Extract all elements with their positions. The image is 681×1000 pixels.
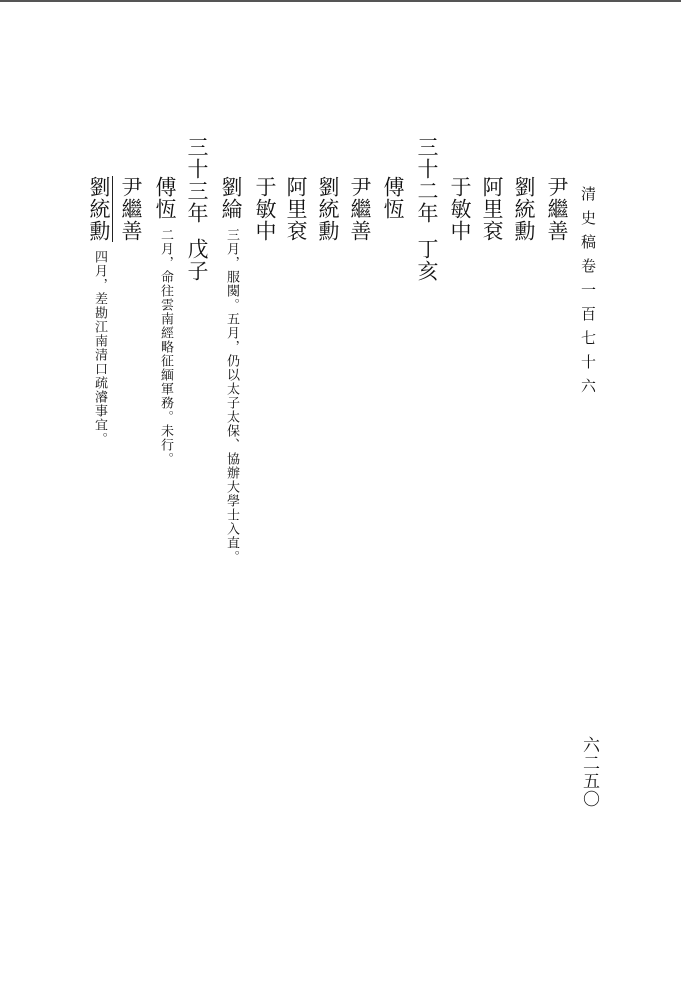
column-3 (481, 176, 502, 242)
entry-text: 三月，服闋。五月，仍以太子太保、協辦大學士入直。 (224, 228, 239, 564)
column-9 (285, 176, 306, 242)
year-label: 三十二年 (415, 136, 439, 224)
year-label: 三十三年 (185, 136, 209, 224)
ganzhi-label: 戊子 (185, 238, 209, 282)
minister-name: 于敏中 (253, 176, 277, 242)
book-title: 清史稿卷一百七十六 (579, 186, 597, 402)
column-11 (220, 176, 241, 564)
minister-name: 傅恆 (153, 176, 177, 220)
minister-name: 尹繼善 (545, 176, 569, 242)
column-10 (254, 176, 275, 242)
column-6 (382, 176, 403, 220)
column-14 (120, 176, 141, 242)
column-2 (513, 176, 534, 242)
column-15 (88, 176, 109, 446)
entry-text: 四月，差勘江南清口疏濬事宜。 (92, 250, 107, 446)
minister-name: 阿里袞 (284, 176, 308, 242)
year-heading-32 (416, 136, 437, 282)
minister-name: 劉統勳 (87, 176, 111, 242)
column-7 (349, 176, 370, 242)
minister-name: 于敏中 (448, 176, 472, 242)
column-8 (317, 176, 338, 242)
column-13 (154, 176, 175, 466)
ganzhi-label: 丁亥 (415, 238, 439, 282)
top-border (0, 0, 681, 2)
entry-text: 二月，命往雲南經略征緬軍務。未行。 (158, 228, 173, 466)
year-heading-33 (186, 136, 207, 282)
minister-name: 傅恆 (381, 176, 405, 220)
minister-name: 劉統勳 (316, 176, 340, 242)
minister-name: 阿里袞 (480, 176, 504, 242)
page-number: 六二五〇 (579, 736, 599, 808)
minister-name: 劉綸 (219, 176, 243, 220)
column-1 (546, 176, 567, 242)
minister-name: 尹繼善 (348, 176, 372, 242)
minister-name: 劉統勳 (512, 176, 536, 242)
column-4 (449, 176, 470, 242)
minister-name: 尹繼善 (119, 176, 143, 242)
